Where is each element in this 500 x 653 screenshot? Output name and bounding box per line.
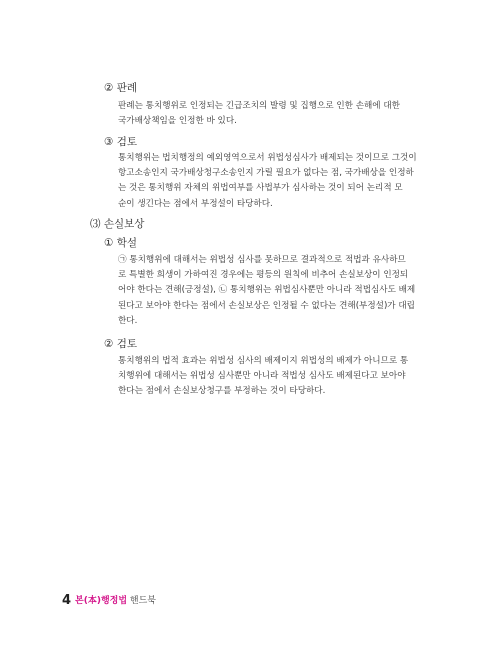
book-suffix: 핸드북 [127,596,157,606]
text-line: 치행위에 대해서는 위법성 심사뿐만 아니라 적법성 심사도 배제된다고 보아야 [118,371,406,382]
text-line: 한다는 점에서 손실보상청구를 부정하는 것이 타당하다. [118,386,326,397]
paragraph-review-1 [118,151,436,212]
heading-review-1: ③ 검토 [104,136,138,148]
text-line: 된다고 보아야 한다는 점에서 손실보상은 인정될 수 없다는 견해(부정설)가 대립 [118,300,415,311]
text-line: 어야 한다는 견해(긍정설), ㉡ 통치행위는 위법심사뿐만 아니라 적법심사도 배제 [118,285,416,296]
text-line: 순이 생긴다는 점에서 부정설이 타당하다. [118,198,273,209]
text-line: 판례는 통치행위로 인정되는 긴급조치의 발령 및 집행으로 인한 손해에 대한 [118,101,400,111]
paragraph-review-2 [118,354,436,400]
paragraph-precedent [118,99,436,129]
text-line: 로 특별한 희생이 가하여진 경우에는 평등의 원칙에 비추어 손실보상이 인정되 [118,270,409,281]
page-number: 4 [62,593,72,608]
text-line: 국가배상책임을 인정한 바 있다. [118,116,237,127]
heading-review-2: ② 검토 [104,338,138,350]
page-footer [62,593,156,608]
paragraph-theories [118,253,436,329]
heading-precedent: ② 판례 [104,82,138,94]
text-line: 한다. [118,315,138,326]
book-brand: 본(本)행정법 [75,596,128,606]
text-line: 통치행위는 법치행정의 예외영역으로서 위법성심사가 배제되는 것이므로 그것이 [118,153,417,163]
text-line: ㉠ 통치행위에 대해서는 위법성 심사를 못하므로 결과적으로 적법과 유사하므 [118,255,406,265]
heading-theories: ① 학설 [104,237,138,249]
text-line: 항고소송인지 국가배상청구소송인지 가릴 필요가 없다는 점, 국가배상을 인정하 [118,168,414,179]
text-line: 통치행위의 법적 효과는 위법성 심사의 배제이지 위법성의 배제가 아니므로 통 [118,356,409,366]
heading-loss-compensation: ⑶ 손실보상 [90,218,145,230]
text-line: 는 것은 통치행위 자체의 위법여부를 사법부가 심사하는 것이 되어 논리적 모 [118,183,403,194]
